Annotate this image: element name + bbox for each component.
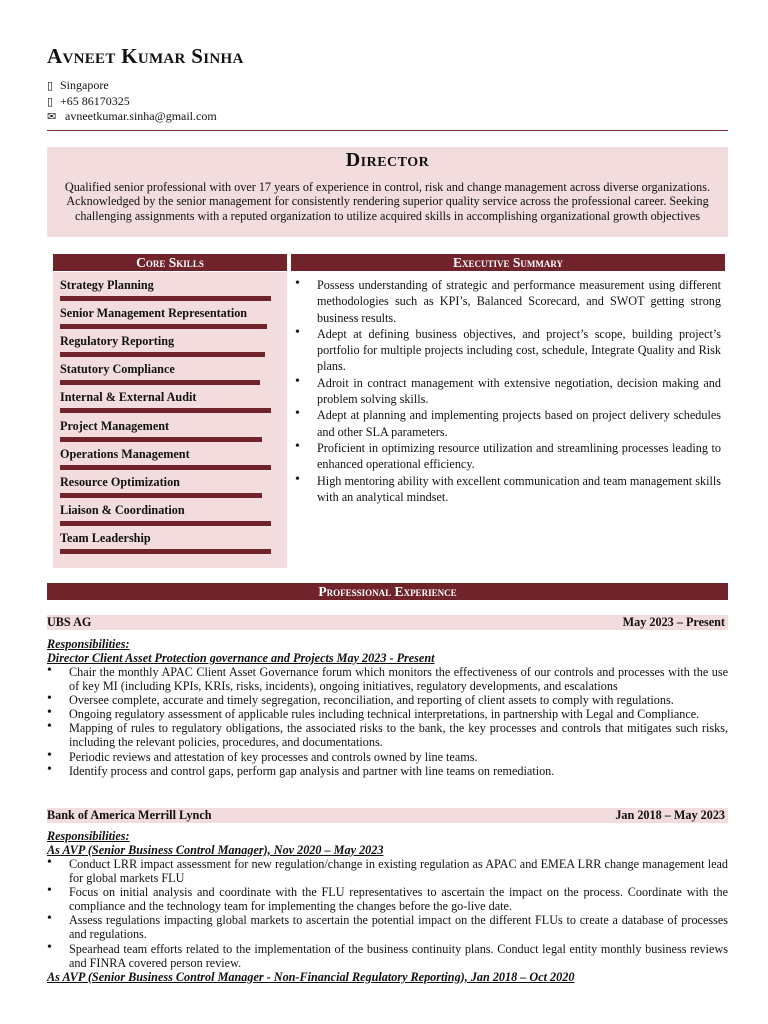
responsibility-bullet: • Oversee complete, accurate and timely segregation, reconciliation, and reporting of client assets to comply with regulations. — [47, 693, 728, 707]
responsibility-list — [47, 665, 728, 778]
company-name: Bank of America Merrill Lynch — [47, 808, 212, 822]
phone-text[interactable]: +65 86170325 — [60, 94, 130, 108]
skill-label: Strategy Planning — [60, 278, 154, 292]
skill-label: Regulatory Reporting — [60, 334, 175, 349]
envelope-icon: ✉ — [47, 111, 57, 123]
summary-bullet: • Adept at defining business objectives, and project’s scope, building project’s portfolio for multiple projects including cost, schedule, Integrate Quality and Risk plans. — [293, 326, 721, 375]
skill-level-bar — [60, 408, 271, 413]
executive-summary-heading: Executive Summary — [291, 254, 725, 271]
objective-box — [47, 147, 728, 237]
role-title: As AVP (Senior Business Control Manager), Nov 2020 – May 2023 — [47, 843, 384, 857]
professional-experience-heading: Professional Experience — [47, 583, 728, 600]
role-title: As AVP (Senior Business Control Manager - Non-Financial Regulatory Reporting), Jan 2018 – Oct 2020 — [47, 970, 575, 984]
company-band — [47, 808, 728, 823]
phone-icon: ▯ — [47, 96, 54, 108]
skill-level-bar — [60, 380, 260, 385]
skill-level-bar — [60, 521, 271, 526]
candidate-name: Avneet Kumar Sinha — [47, 44, 244, 68]
skill-label: Statutory Compliance — [60, 362, 175, 377]
responsibility-bullet: • Spearhead team efforts related to the implementation of the business continuity plans. Conduct legal entity monthly business reviews and FINRA covered person review. — [47, 942, 728, 970]
responsibility-bullet: • Mapping of rules to regulatory obligations, the associated risks to the bank, the key processes and controls that mitigates such risks, including the relevant policies, procedures, and documentations. — [47, 721, 728, 749]
skill-label: Resource Optimization — [60, 474, 180, 489]
responsibility-bullet: • Focus on initial analysis and coordinate with the FLU representatives to ascertain the impact on the process. Coordinate with the compliance and the technology team for implementing the changes before the go-live date. — [47, 885, 728, 913]
email-link[interactable]: avneetkumar.sinha@gmail.com — [65, 109, 217, 123]
skill-label: Project Management — [60, 418, 170, 433]
skill-level-bar — [60, 352, 265, 357]
skill-level-bar — [60, 493, 262, 498]
skill-label: Senior Management Representation — [60, 306, 248, 321]
phone-line — [47, 94, 130, 110]
skill-level-bar — [60, 324, 267, 329]
responsibility-bullet: • Ongoing regulatory assessment of applicable rules including technical interpretations, in partnership with Legal and Compliance. — [47, 707, 728, 721]
company-band — [47, 615, 728, 630]
role-title: Director Client Asset Protection governance and Projects May 2023 - Present — [47, 651, 435, 665]
summary-bullet: • Adept at planning and implementing projects based on project delivery schedules and other SLA parameters. — [293, 407, 721, 440]
executive-summary-list — [293, 277, 721, 505]
location-line — [47, 78, 109, 94]
skill-level-bar — [60, 465, 271, 470]
skill-level-bar — [60, 549, 271, 554]
summary-bullet: • Adroit in contract management with extensive negotiation, decision making and problem solving skills. — [293, 375, 721, 408]
objective-text: Qualified senior professional with over 17 years of experience in control, risk and change management across diverse organizations. Acknowledged by the senior management for consistently rendering superior quality service across the professional career. Seeking challenging assignments with a reputed organization to utilize acquired skills in accomplishing organizational growth objectives — [64, 180, 711, 223]
responsibility-bullet: • Chair the monthly APAC Client Asset Governance forum which monitors the effectiveness of our controls and processes with the use of key MI (including KPIs, KRIs, risks, incidents), ongoing initiatives, regulatory developments, and escalations — [47, 665, 728, 693]
responsibility-list — [47, 857, 728, 970]
employment-dates: Jan 2018 – May 2023 — [615, 808, 725, 822]
skill-label: Internal & External Audit — [60, 390, 197, 405]
core-skills-heading: Core Skills — [53, 254, 287, 271]
summary-bullet: • High mentoring ability with excellent communication and team management skills with an analytical mindset. — [293, 473, 721, 506]
header-divider — [47, 130, 728, 131]
responsibility-bullet: • Conduct LRR impact assessment for new regulation/change in existing regulation as APAC and EMEA LRR change management lead for global markets FLU — [47, 857, 728, 885]
skill-label: Liaison & Coordination — [60, 502, 185, 517]
responsibilities-label: Responsibilities: — [47, 637, 130, 651]
responsibility-bullet: • Identify process and control gaps, perform gap analysis and partner with line teams on remediation. — [47, 764, 728, 778]
phone-icon: ▯ — [47, 80, 54, 92]
email-line — [47, 109, 217, 125]
skill-label: Team Leadership — [60, 530, 151, 545]
responsibility-bullet: • Periodic reviews and attestation of key processes and controls owned by line teams. — [47, 750, 728, 764]
skill-level-bar — [60, 296, 271, 301]
company-name: UBS AG — [47, 615, 92, 629]
summary-bullet: • Possess understanding of strategic and performance measurement using different methodologies such as KPI’s, Balanced Scorecard, and SWOT getting strong business results. — [293, 277, 721, 326]
skill-level-bar — [60, 437, 262, 442]
location-text: Singapore — [60, 78, 109, 92]
summary-bullet: • Proficient in optimizing resource utilization and streamlining processes leading to enhanced operational efficiency. — [293, 440, 721, 473]
responsibility-bullet: • Assess regulations impacting global markets to ascertain the potential impact on the different FLUs to create a database of processes and regulations. — [47, 913, 728, 941]
core-skills-panel — [53, 272, 287, 568]
employment-dates: May 2023 – Present — [622, 615, 725, 629]
responsibilities-label: Responsibilities: — [47, 829, 130, 843]
target-role-title: Director — [345, 149, 430, 171]
skill-label: Operations Management — [60, 446, 190, 461]
